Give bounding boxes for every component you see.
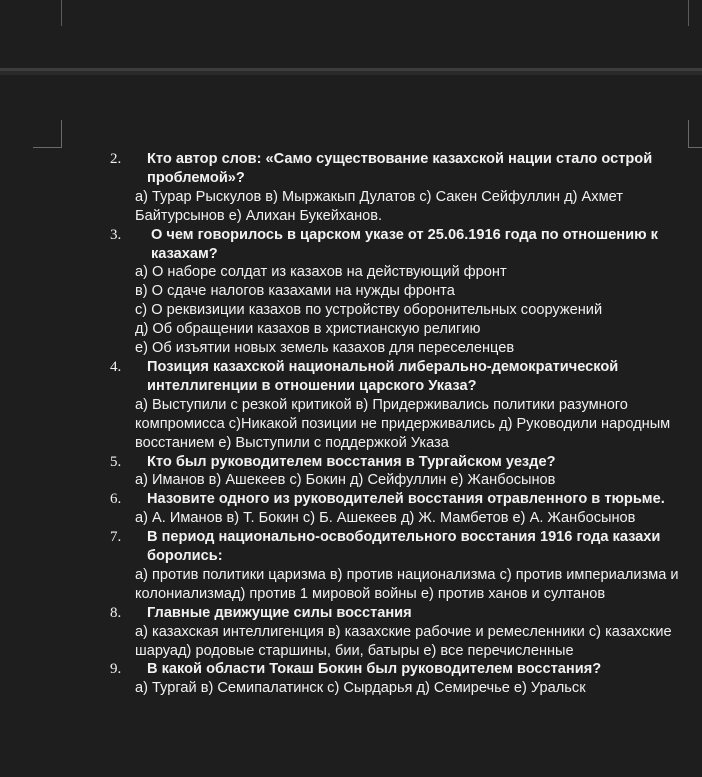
question-2 xyxy=(110,150,695,226)
question-number: 3. xyxy=(110,226,122,243)
question-9 xyxy=(110,660,695,698)
answer-line: а) Тургай в) Семипалатинск с) Сырдарья д) Семиречье е) Уральск xyxy=(135,680,586,697)
answer-line: а) А. Иманов в) Т. Бокин с) Б. Ашекеев д) Ж. Мамбетов е) А. Жанбосынов xyxy=(135,510,636,527)
question-5 xyxy=(110,453,695,491)
page-corner-left-v xyxy=(61,120,62,148)
page-corner-left-h xyxy=(33,147,62,148)
question-text: В какой области Токаш Бокин был руководителем восстания? xyxy=(147,661,602,678)
answer-options xyxy=(135,509,695,528)
question-number: 2. xyxy=(110,151,122,167)
question-number: 7. xyxy=(110,529,122,546)
question-text: О чем говорилось в царском указе от 25.06.1916 года по отношению к казахам? xyxy=(151,226,658,262)
question-text: Кто был руководителем восстания в Тургайском уезде? xyxy=(147,453,556,470)
question-text: Главные движущие силы восстания xyxy=(147,604,412,621)
question-text: Позиция казахской национальной либерально-демократической интеллигенции в отношении царского Указа? xyxy=(147,358,619,394)
answer-line: а) О наборе солдат из казахов на действующий фронт xyxy=(135,264,507,281)
document-body xyxy=(110,150,695,698)
top-left-divider xyxy=(61,0,62,26)
answer-options xyxy=(135,679,695,698)
answer-line: е) Об изъятии новых земель казахов для переселенцев xyxy=(135,340,515,357)
question-text: Назовите одного из руководителей восстания отравленного в тюрьме. xyxy=(147,491,665,508)
question-text: Кто автор слов: «Само существование казахской нации стало острой проблемой»? xyxy=(147,151,653,186)
answer-line: а) Иманов в) Ашекеев с) Бокин д) Сейфуллин е) Жанбосынов xyxy=(135,472,556,489)
question-number: 9. xyxy=(110,661,122,678)
answer-line: с) О реквизиции казахов по устройству оборонительных сооружений xyxy=(135,302,603,319)
answer-line: а) Турар Рыскулов в) Мыржакып Дулатов с) Сакен Сейфуллин д) Ахмет Байтурсынов е) Алихан Букейханов. xyxy=(135,188,623,224)
question-3 xyxy=(110,226,695,358)
answer-options xyxy=(135,396,695,453)
question-text: В период национально-освободительного восстания 1916 года казахи боролись: xyxy=(147,529,661,565)
answer-options xyxy=(135,188,695,226)
question-6 xyxy=(110,490,695,528)
question-number: 6. xyxy=(110,491,122,508)
question-8 xyxy=(110,604,695,661)
question-number: 5. xyxy=(110,453,122,470)
answer-line: д) Об обращении казахов в христианскую религию xyxy=(135,321,481,338)
top-right-divider xyxy=(688,0,689,26)
toolbar-separator-shadow xyxy=(0,71,702,75)
page-corner-right-h xyxy=(688,147,702,148)
question-number: 8. xyxy=(110,604,122,621)
question-number: 4. xyxy=(110,358,122,375)
page-corner-right-v xyxy=(688,120,689,148)
answer-options xyxy=(135,263,695,358)
answer-line: а) против политики царизма в) против национализма с) против империализма и колониализмад) против 1 мировой войны е) против ханов и султанов xyxy=(135,566,679,602)
answer-line: в) О сдаче налогов казахами на нужды фронта xyxy=(135,283,455,300)
question-4 xyxy=(110,358,695,453)
answer-options xyxy=(135,471,695,490)
answer-options xyxy=(135,566,695,604)
answer-options xyxy=(135,623,695,661)
answer-line: а) Выступили с резкой критикой в) Придерживались политики разумного компромисса с)Никакой позиции не придерживались д) Руководили народным восстанием е) Выступили с поддержкой Указа xyxy=(135,396,671,451)
question-7 xyxy=(110,528,695,604)
answer-line: а) казахская интеллигенция в) казахские рабочие и ремесленники с) казахские шаруад) родовые старшины, бии, батыры е) все перечисленные xyxy=(135,623,672,659)
